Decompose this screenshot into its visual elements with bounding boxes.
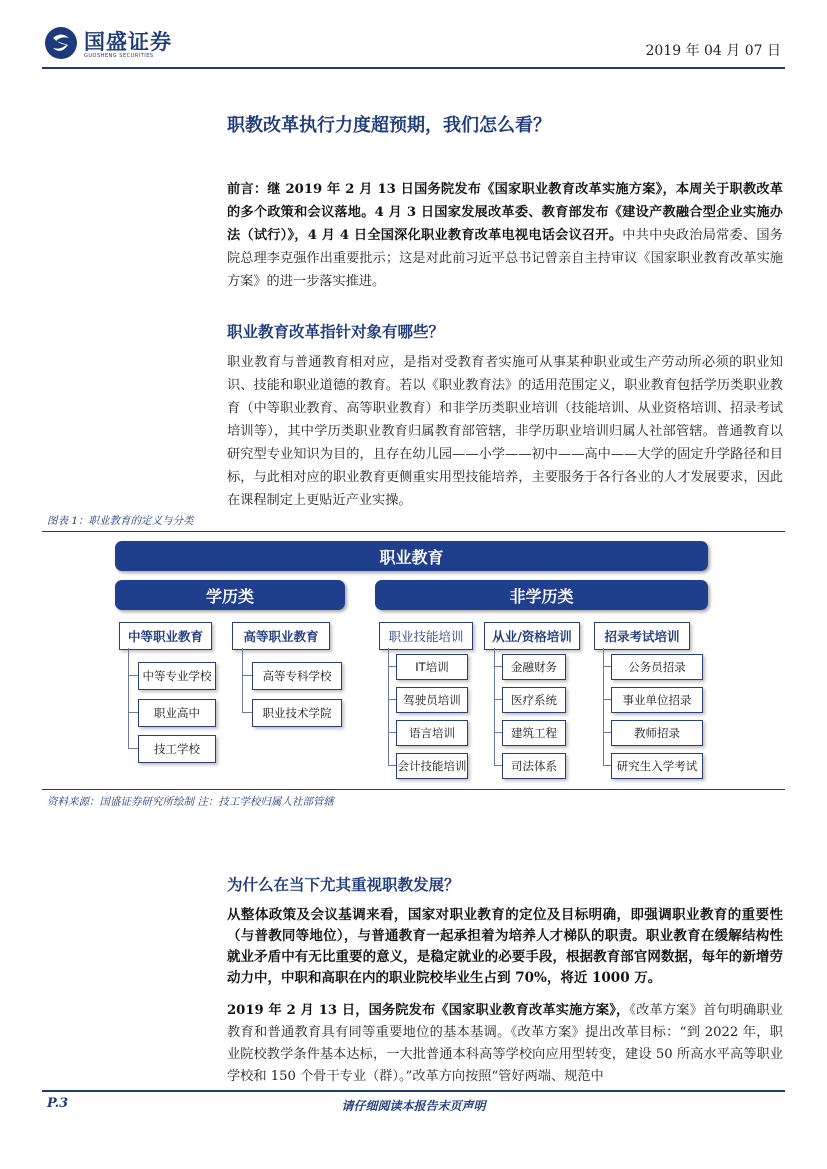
connector bbox=[494, 732, 502, 733]
diagram-item: 语言培训 bbox=[396, 720, 468, 746]
section2-paragraph-bold: 2019 年 2 月 13 日，国务院发布《国家职业教育改革实施方案》， bbox=[227, 1003, 630, 1018]
connector bbox=[494, 765, 502, 766]
figure-bottom-rule bbox=[42, 789, 785, 790]
section2-heading: 为什么在当下尤其重视职教发展？ bbox=[227, 875, 460, 894]
connector bbox=[494, 666, 502, 667]
connector bbox=[603, 732, 611, 733]
connector bbox=[242, 675, 252, 676]
figure-label: 图表 1：职业教育的定义与分类 bbox=[47, 515, 194, 527]
page-number: P.3 bbox=[47, 1096, 69, 1111]
intro-normal: 中共中央政治局常委、国务院总理李克强作出重要批示；这是对此前习近平总书记曾亲自主持审议《国家职业教育改革实施方案》的进一步落实推进。 bbox=[227, 228, 783, 289]
connector bbox=[242, 712, 252, 713]
connector bbox=[128, 648, 129, 748]
diagram-cat-higher-vocational: 高等职业教育 bbox=[232, 622, 330, 650]
diagram-item: 驾驶员培训 bbox=[396, 687, 468, 713]
connector bbox=[128, 748, 138, 749]
connector bbox=[388, 699, 396, 700]
connector bbox=[494, 699, 502, 700]
diagram-item: 建筑工程 bbox=[502, 720, 566, 746]
section2-bold-paragraph: 从整体政策及会议基调来看，国家对职业教育的定位及目标明确，即强调职业教育的重要性（与普教同等地位），与普通教育一起承担着为培养人才梯队的职责。职业教育在缓解结构性就业矛盾中有无比重要的意义，是稳定就业的必要手段，根据教育部官网数据，每年的新增劳动力中，中职和高职在内的职业院校毕业生占到 70%，将近 1000 万。 bbox=[227, 907, 783, 986]
connector bbox=[388, 765, 396, 766]
diagram-cat-skills-training: 职业技能培训 bbox=[379, 622, 473, 650]
diagram-item: 会计技能培训 bbox=[396, 753, 468, 779]
company-name: 国盛证券 bbox=[84, 30, 172, 54]
intro-bold: 前言：继 2019 年 2 月 13 日国务院发布《国家职业教育改革实施方案》，本周关于职教改革的多个政策和会议落地。4 月 3 日国家发展改革委、教育部发布《建设产教融合型企业实施办法（试行）》，4 月 4 日全国深化职业教育改革电视电话会议召开。 bbox=[227, 182, 783, 243]
company-logo-icon bbox=[44, 26, 78, 60]
diagram-item: 司法体系 bbox=[502, 753, 566, 779]
header-divider bbox=[42, 67, 785, 69]
diagram-cat-secondary-vocational: 中等职业教育 bbox=[119, 622, 212, 650]
report-title: 职教改革执行力度超预期，我们怎么看？ bbox=[227, 115, 551, 136]
diagram-item: 研究生入学考试 bbox=[611, 753, 703, 779]
diagram-group-academic: 学历类 bbox=[115, 580, 345, 610]
diagram-item: 职业高中 bbox=[138, 699, 216, 727]
diagram-item: 高等专科学校 bbox=[252, 662, 342, 690]
diagram-cat-qualification-training: 从业/资格培训 bbox=[484, 622, 580, 650]
footer-divider bbox=[42, 1090, 785, 1092]
diagram-item: 中等专业学校 bbox=[138, 662, 216, 690]
report-date: 2019 年 04 月 07 日 bbox=[645, 43, 781, 59]
connector bbox=[388, 732, 396, 733]
section2-paragraph bbox=[227, 1000, 783, 1088]
connector bbox=[603, 699, 611, 700]
connector bbox=[242, 648, 243, 712]
connector bbox=[128, 675, 138, 676]
diagram-item: 金融财务 bbox=[502, 654, 566, 680]
diagram-cat-exam-training: 招录考试培训 bbox=[594, 622, 690, 650]
section1-heading: 职业教育改革指针对象有哪些？ bbox=[227, 322, 445, 341]
connector bbox=[603, 765, 611, 766]
connector bbox=[603, 666, 611, 667]
diagram-item: 事业单位招录 bbox=[611, 687, 703, 713]
figure-top-rule bbox=[42, 531, 785, 532]
company-name-en: GUOSHENG SECURITIES bbox=[84, 53, 154, 59]
section1-body: 职业教育与普通教育相对应，是指对受教育者实施可从事某种职业或生产劳动所必须的职业知识、技能和职业道德的教育。若以《职业教育法》的适用范围定义，职业教育包括学历类职业教育（中等职业教育、高等职业教育）和非学历类职业培训（技能培训、从业资格培训、招录考试培训等），其中学历类职业教育归属教育部管辖，非学历职业培训归属人社部管辖。普通教育以研究型专业知识为目的，且存在幼儿园——小学——初中——高中——大学的固定升学路径和目标，与此相对应的职业教育更侧重实用型技能培养，主要服务于各行各业的人才发展要求，因此在课程制定上更贴近产业实操。 bbox=[227, 355, 783, 508]
diagram-group-non-academic: 非学历类 bbox=[375, 580, 708, 610]
diagram-item: 公务员招录 bbox=[611, 654, 703, 680]
section2-paragraph-normal: 《改革方案》首句明确职业教育和普通教育具有同等重要地位的基本基调。《改革方案》提出改革目标：“到 2022 年，职业院校教学条件基本达标，一大批普通本科高等学校向应用型转变，建设 50 所高水平高等职业学校和 150 个骨干专业（群）。”改革方向按照“管好两端、规范中 bbox=[227, 1003, 783, 1084]
intro-paragraph bbox=[227, 178, 783, 293]
connector bbox=[388, 666, 396, 667]
diagram-item: 技工学校 bbox=[138, 735, 216, 763]
diagram-item: 医疗系统 bbox=[502, 687, 566, 713]
diagram-root: 职业教育 bbox=[115, 541, 708, 571]
connector bbox=[128, 712, 138, 713]
diagram-item: 职业技术学院 bbox=[252, 699, 342, 727]
diagram-item: IT培训 bbox=[396, 654, 468, 680]
figure-source: 资料来源：国盛证券研究所绘制 注：技工学校归属人社部管辖 bbox=[47, 796, 334, 808]
footer-disclaimer: 请仔细阅读本报告末页声明 bbox=[341, 1099, 486, 1113]
diagram-item: 教师招录 bbox=[611, 720, 703, 746]
